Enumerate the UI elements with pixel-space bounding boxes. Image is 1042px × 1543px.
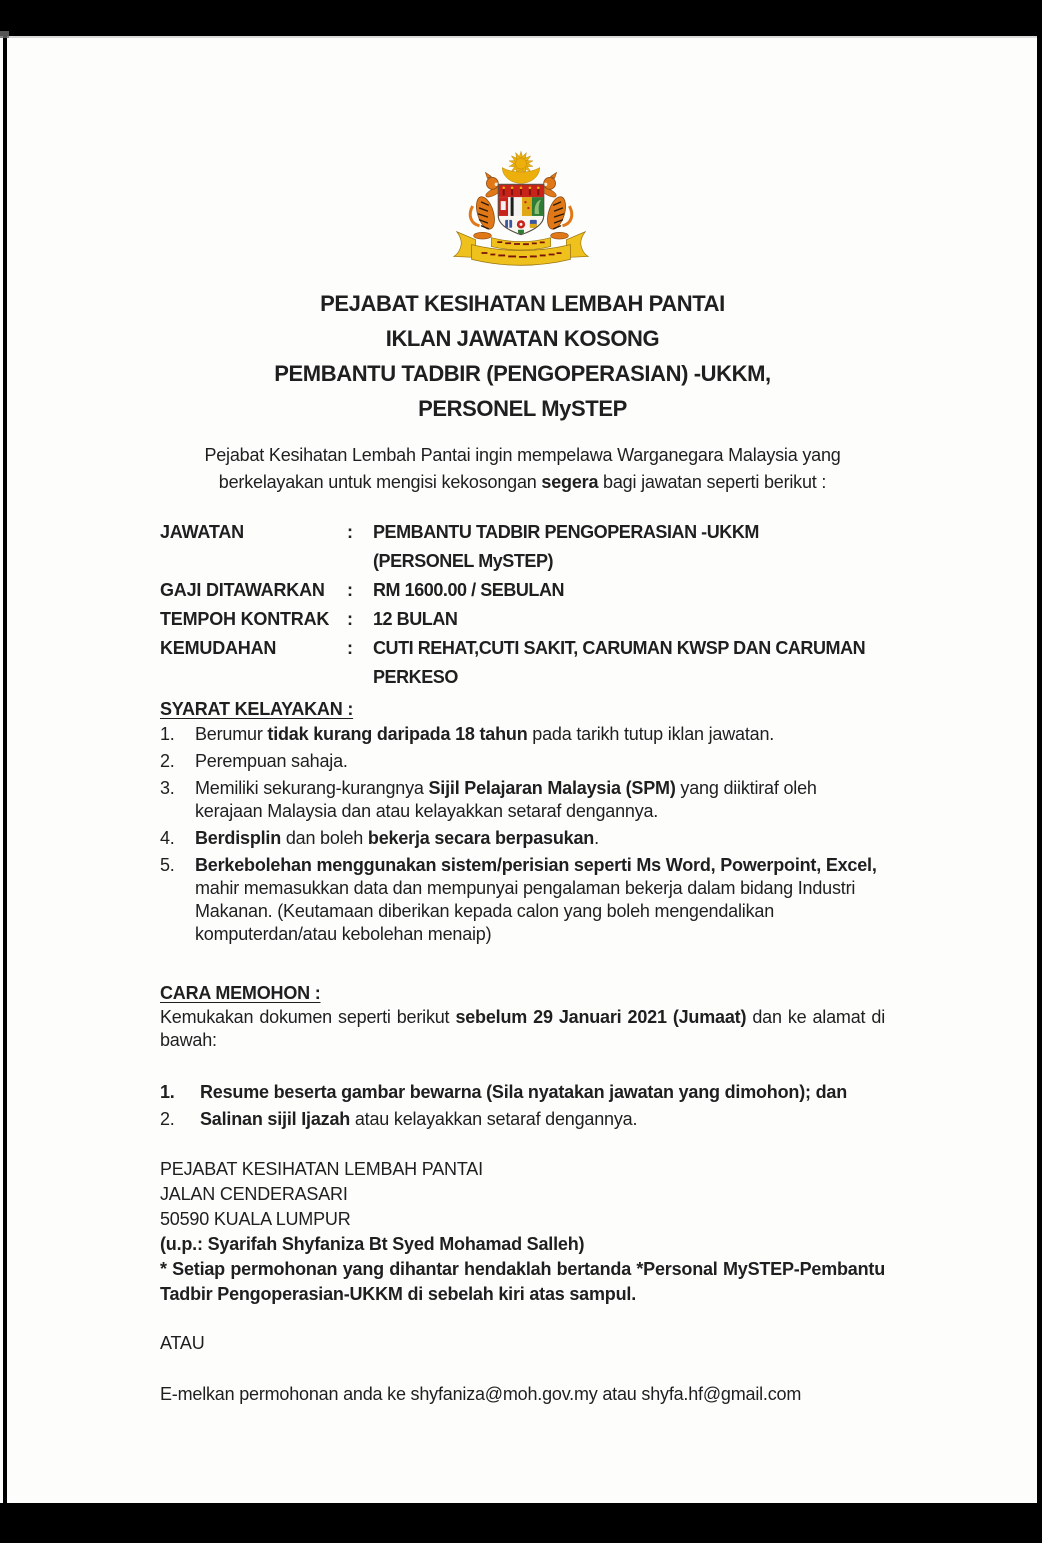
photo-edge-left bbox=[3, 36, 7, 1503]
shield bbox=[498, 184, 543, 234]
cara-memohon-list bbox=[160, 1081, 885, 1135]
detail-label: KEMUDAHAN bbox=[160, 638, 277, 658]
intro-text: Pejabat Kesihatan Lembah Pantai ingin mempelawa Warganegara Malaysia yang berkelayakan untuk mengisi kekosongan bbox=[204, 445, 841, 492]
detail-label: GAJI DITAWARKAN bbox=[160, 580, 325, 600]
intro-bold: segera bbox=[541, 472, 599, 492]
detail-row-tempoh bbox=[160, 605, 885, 634]
intro-paragraph bbox=[160, 442, 885, 496]
document-title bbox=[160, 286, 885, 426]
detail-value: PEMBANTU TADBIR PENGOPERASIAN -UKKM (PERSONEL MySTEP) bbox=[373, 522, 759, 571]
cara-memohon-heading: CARA MEMOHON : bbox=[160, 983, 321, 1003]
syarat-kelayakan-heading: SYARAT KELAYAKAN : bbox=[160, 699, 354, 719]
title-line-4: PERSONEL MySTEP bbox=[418, 396, 627, 421]
detail-label: JAWATAN bbox=[160, 522, 244, 542]
intro-text-tail: bagi jawatan seperti berikut : bbox=[598, 472, 827, 492]
list-item-2: 2. Perempuan sahaja. bbox=[160, 751, 348, 771]
postal-address bbox=[160, 1157, 885, 1307]
tiger-supporter-right bbox=[540, 173, 572, 240]
envelope-note: * Setiap permohonan yang dihantar hendaklah bertanda *Personal MySTEP-Pembantu Tadbir Pengoperasian-UKKM di sebelah kiri atas sampul. bbox=[160, 1259, 885, 1304]
detail-row-kemudahan bbox=[160, 634, 885, 692]
detail-row-gaji bbox=[160, 576, 885, 605]
syarat-kelayakan-list bbox=[160, 723, 885, 950]
list-item-4: 4. Berdisplin dan boleh bekerja secara berpasukan. bbox=[160, 828, 599, 848]
detail-label: TEMPOH KONTRAK bbox=[160, 609, 330, 629]
cara-memohon-paragraph: Kemukakan dokumen seperti berikut sebelum 29 Januari 2021 (Jumaat) dan ke alamat di bawah: bbox=[160, 1007, 886, 1050]
atau-label: ATAU bbox=[160, 1333, 205, 1353]
detail-value: 12 BULAN bbox=[373, 609, 458, 629]
list-item-3: 3. Memiliki sekurang-kurangnya Sijil Pelajaran Malaysia (SPM) yang diiktiraf oleh kerajaan Malaysia dan atau kelayakkan setaraf dengannya. bbox=[160, 778, 817, 821]
detail-separator: : bbox=[347, 522, 353, 542]
title-line-2: IKLAN JAWATAN KOSONG bbox=[385, 326, 660, 351]
document-page bbox=[0, 36, 1042, 1503]
address-line-3: 50590 KUALA LUMPUR bbox=[160, 1209, 351, 1229]
malaysia-coat-of-arms bbox=[442, 150, 600, 274]
cara-item-1: 1. Resume beserta gambar bewarna (Sila nyatakan jawatan yang dimohon); dan bbox=[160, 1082, 847, 1102]
detail-row-jawatan bbox=[160, 518, 885, 576]
detail-value: RM 1600.00 / SEBULAN bbox=[373, 580, 565, 600]
address-line-2: JALAN CENDERASARI bbox=[160, 1184, 348, 1204]
title-line-3: PEMBANTU TADBIR (PENGOPERASIAN) -UKKM, bbox=[274, 361, 771, 386]
email-instruction-line: E-melkan permohonan anda ke shyfaniza@moh.gov.my atau shyfa.hf@gmail.com bbox=[160, 1384, 802, 1404]
detail-value: CUTI REHAT,CUTI SAKIT, CARUMAN KWSP DAN CARUMAN PERKESO bbox=[373, 638, 866, 687]
tiger-supporter-left bbox=[470, 173, 502, 240]
address-attention-line: (u.p.: Syarifah Shyfaniza Bt Syed Mohamad Salleh) bbox=[160, 1234, 585, 1254]
detail-separator: : bbox=[347, 580, 353, 600]
address-line-1: PEJABAT KESIHATAN LEMBAH PANTAI bbox=[160, 1159, 483, 1179]
list-item-1: 1. Berumur tidak kurang daripada 18 tahun pada tarikh tutup iklan jawatan. bbox=[160, 724, 775, 744]
detail-separator: : bbox=[347, 609, 353, 629]
photo-edge-right bbox=[1037, 36, 1042, 1503]
detail-separator: : bbox=[347, 638, 353, 658]
job-details-table bbox=[160, 518, 885, 692]
title-line-1: PEJABAT KESIHATAN LEMBAH PANTAI bbox=[320, 291, 725, 316]
scan-artifact-line bbox=[0, 36, 1042, 38]
coat-of-arms-icon bbox=[442, 150, 600, 274]
scan-corner-artifact bbox=[0, 31, 9, 38]
list-item-5: 5. Berkebolehan menggunakan sistem/perisian seperti Ms Word, Powerpoint, Excel, mahir memasukkan data dan mempunyai pengalaman bekerja dalam bidang Industri Makanan. (Keutamaan diberikan kepada calon yang boleh mengendalikan komputerdan/atau kebolehan menaip) bbox=[160, 855, 877, 944]
cara-item-2: 2. Salinan sijil Ijazah atau kelayakkan setaraf dengannya. bbox=[160, 1109, 638, 1129]
